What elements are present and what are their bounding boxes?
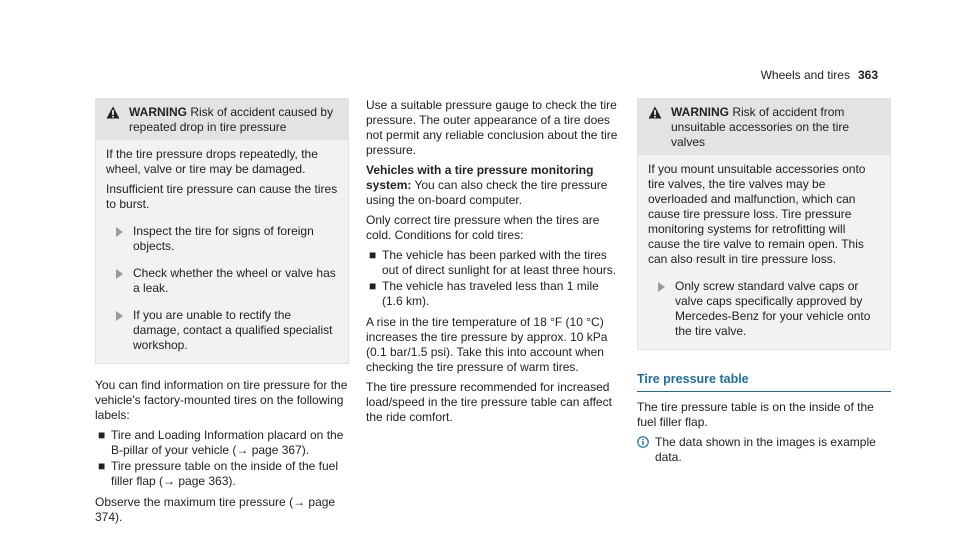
warning-label: WARNING xyxy=(129,105,187,119)
warning-header xyxy=(96,99,348,140)
column-2 xyxy=(366,98,620,430)
paragraph-cold: Only correct tire pressure when the tires are cold. Conditions for cold tires: xyxy=(366,213,600,242)
column-1 xyxy=(95,98,349,530)
arrow-right-icon xyxy=(116,227,123,237)
warning-paragraph: If you mount unsuitable accessories onto tire valves, the tire valves may be overloaded and malfunction, which can cause tire pressure loss. Tire pressure monitoring systems for retrofitting will cause the tire valve to remain open. This can also result in tire pressure loss. xyxy=(648,162,866,266)
list-item xyxy=(366,279,620,309)
tpms-text: You can also check the tire pressure using the on-board computer. xyxy=(366,178,608,207)
warning-triangle-icon xyxy=(106,106,120,119)
tpms-label: Vehicles with a tire pressure monitoring system: xyxy=(366,163,594,192)
page-number: 363 xyxy=(857,68,878,82)
paragraph-table-location: The tire pressure table is on the inside of the fuel filler flap. xyxy=(637,400,874,429)
max-pressure-note: Observe the maximum tire pressure (→ page 374). xyxy=(95,495,336,524)
warning-body xyxy=(96,140,348,363)
action-step xyxy=(648,279,880,339)
warning-header xyxy=(638,99,890,155)
section-title-tire-pressure-table: Tire pressure table xyxy=(637,372,891,392)
warning-box-pressure-drop xyxy=(95,98,349,364)
column-3 xyxy=(637,98,891,465)
list-item xyxy=(95,428,349,458)
step-text: Inspect the tire for signs of foreign objects. xyxy=(133,224,314,253)
list-item xyxy=(95,459,349,489)
labels-intro: You can find information on tire pressure for the vehicle's factory-mounted tires on the following labels: xyxy=(95,378,348,422)
arrow-right-icon xyxy=(116,269,123,279)
action-step xyxy=(106,266,338,296)
paragraph-temperature: A rise in the tire temperature of 18 °F (10 °C) increases the tire pressure by approx. 10 kPa (0.1 bar/1.5 psi). Take this into account when checking the tire pressure of warm tires. xyxy=(366,315,608,374)
bullet-icon: ■ xyxy=(98,428,106,442)
list-item-text: The vehicle has been parked with the tires out of direct sunlight for at least three hours. xyxy=(382,248,617,277)
warning-box-accessories xyxy=(637,98,891,350)
warning-title: Risk of accident caused by repeated drop in tire pressure xyxy=(129,105,334,134)
warning-label: WARNING xyxy=(671,105,729,119)
bullet-icon: ■ xyxy=(98,459,106,473)
warning-paragraph: If the tire pressure drops repeatedly, the wheel, valve or tire may be damaged. xyxy=(106,147,318,176)
cold-conditions-list xyxy=(366,248,620,309)
warning-paragraph: Insufficient tire pressure can cause the tires to burst. xyxy=(106,182,338,211)
arrow-right-icon xyxy=(658,282,665,292)
list-item-text: Tire and Loading Information placard on the B-pillar of your vehicle (→ page 367). xyxy=(111,428,344,457)
action-step xyxy=(106,308,338,353)
labels-list xyxy=(95,428,349,489)
list-item xyxy=(366,248,620,278)
action-step xyxy=(106,224,338,254)
info-note xyxy=(637,435,891,465)
list-item-text: Tire pressure table on the inside of the fuel filler flap (→ page 363). xyxy=(111,459,339,488)
info-icon xyxy=(637,436,649,448)
step-text: If you are unable to rectify the damage, contact a qualified specialist workshop. xyxy=(133,308,333,352)
bullet-icon: ■ xyxy=(369,279,377,293)
step-text: Only screw standard valve caps or valve caps specifically approved by Mercedes-Benz for your vehicle onto the tire valve. xyxy=(675,279,871,338)
arrow-right-icon xyxy=(116,311,123,321)
bullet-icon: ■ xyxy=(369,248,377,262)
list-item-text: The vehicle has traveled less than 1 mile (1.6 km). xyxy=(382,279,599,308)
page-header xyxy=(761,68,878,82)
paragraph-tpms xyxy=(366,163,620,208)
warning-title: Risk of accident from unsuitable accessories on the tire valves xyxy=(671,105,850,149)
warning-triangle-icon xyxy=(648,106,662,119)
paragraph-comfort: The tire pressure recommended for increased load/speed in the tire pressure table can affect the ride comfort. xyxy=(366,380,612,424)
paragraph-gauge: Use a suitable pressure gauge to check the tire pressure. The outer appearance of a tire does not permit any reliable conclusion about the tire pressure. xyxy=(366,98,618,157)
warning-body xyxy=(638,155,890,349)
step-text: Check whether the wheel or valve has a leak. xyxy=(133,266,336,295)
note-text: The data shown in the images is example data. xyxy=(655,435,876,464)
section-name: Wheels and tires xyxy=(760,68,850,82)
